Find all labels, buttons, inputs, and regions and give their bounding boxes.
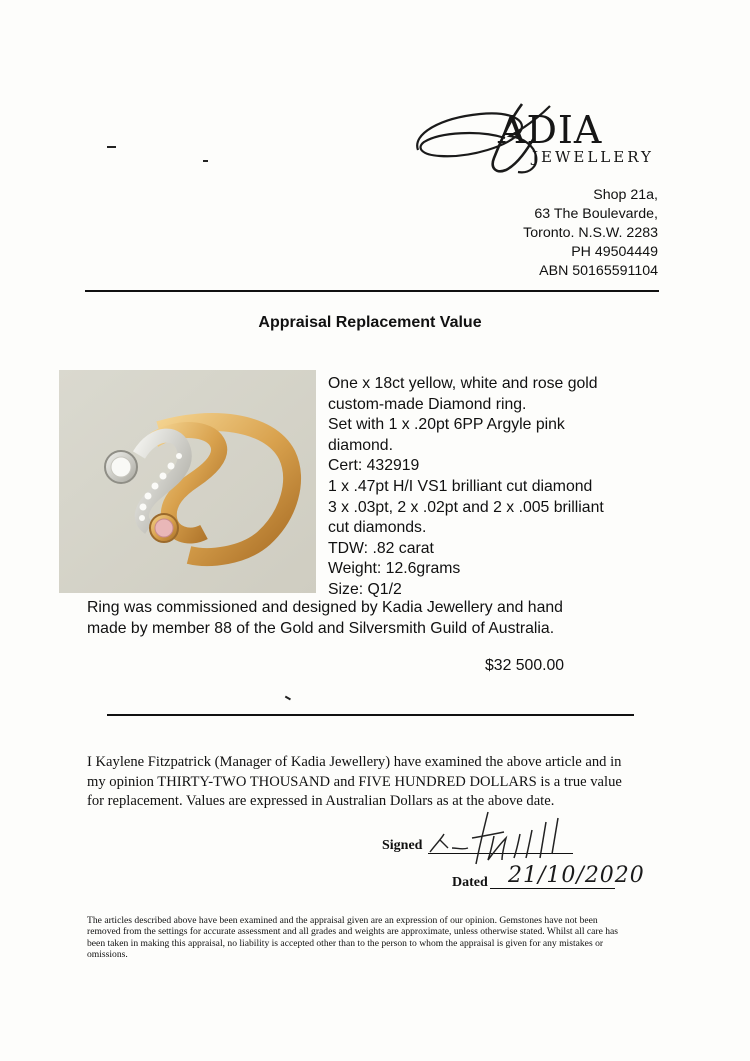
document-heading: Appraisal Replacement Value (258, 314, 482, 331)
disclaimer-line: omissions. (87, 948, 128, 960)
disclaimer-line: been taken in making this appraisal, no liability is accepted other than to the person to whom the appraisal is given for any mistakes or (87, 937, 604, 949)
address-line-2: 63 The Boulevarde, (534, 206, 658, 222)
description-line: cut diamonds. (328, 519, 427, 537)
address-line-1: Shop 21a, (593, 187, 658, 203)
phone-number: PH 49504449 (571, 244, 658, 260)
value-divider (107, 714, 634, 716)
scan-speck (285, 696, 291, 700)
logo-wordmark: ADIA (498, 108, 603, 152)
description-line: 3 x .03pt, 2 x .02pt and 2 x .005 brilliant (328, 498, 604, 516)
disclaimer-line: removed from the settings for accurate assessment and all grades and weights are approximate, unless otherwise stated. Whilst all care has (87, 926, 619, 938)
appraisal-value: $32 500.00 (485, 657, 565, 674)
logo-subtitle: JEWELLERY (532, 148, 654, 166)
disclaimer-line: The articles described above have been examined and the appraisal given are an expression of our opinion. Gemstones have not been (87, 915, 598, 926)
statement-line: I Kaylene Fitzpatrick (Manager of Kadia Jewellery) have examined the above article and in (87, 754, 622, 770)
handwritten-date: 21/10/2020 (508, 863, 645, 888)
scan-speck (203, 160, 208, 162)
commission-line: Ring was commissioned and designed by Kadia Jewellery and hand (87, 599, 563, 616)
handwritten-signature (428, 808, 588, 868)
manager-statement (87, 753, 622, 812)
date-line (490, 888, 615, 889)
description-line: Cert: 432919 (328, 457, 420, 475)
statement-line: for replacement. Values are expressed in Australian Dollars as at the above date. (87, 793, 555, 809)
description-line: Set with 1 x .20pt 6PP Argyle pink (328, 416, 565, 434)
description-line: Weight: 12.6grams (328, 560, 461, 578)
scan-speck (107, 146, 116, 148)
description-line: One x 18ct yellow, white and rose gold (328, 375, 598, 392)
description-line: 1 x .47pt H/I VS1 brilliant cut diamond (328, 477, 593, 495)
shop-address (523, 186, 658, 281)
item-description (328, 374, 604, 601)
abn-number: ABN 50165591104 (539, 263, 658, 279)
description-line: Size: Q1/2 (328, 580, 402, 598)
description-line: diamond. (328, 436, 393, 454)
signed-label: Signed (382, 838, 423, 853)
description-line: TDW: .82 carat (328, 539, 434, 557)
statement-line: my opinion THIRTY-TWO THOUSAND and FIVE HUNDRED DOLLARS is a true value (87, 773, 622, 790)
description-line: custom-made Diamond ring. (328, 395, 527, 413)
dated-label: Dated (452, 875, 488, 890)
disclaimer (87, 915, 618, 960)
commission-line: made by member 88 of the Gold and Silversmith Guild of Australia. (87, 620, 555, 637)
commission-note (87, 597, 563, 639)
header-divider (85, 290, 659, 292)
ring-photo (59, 370, 316, 593)
address-line-3: Toronto. N.S.W. 2283 (523, 225, 658, 241)
